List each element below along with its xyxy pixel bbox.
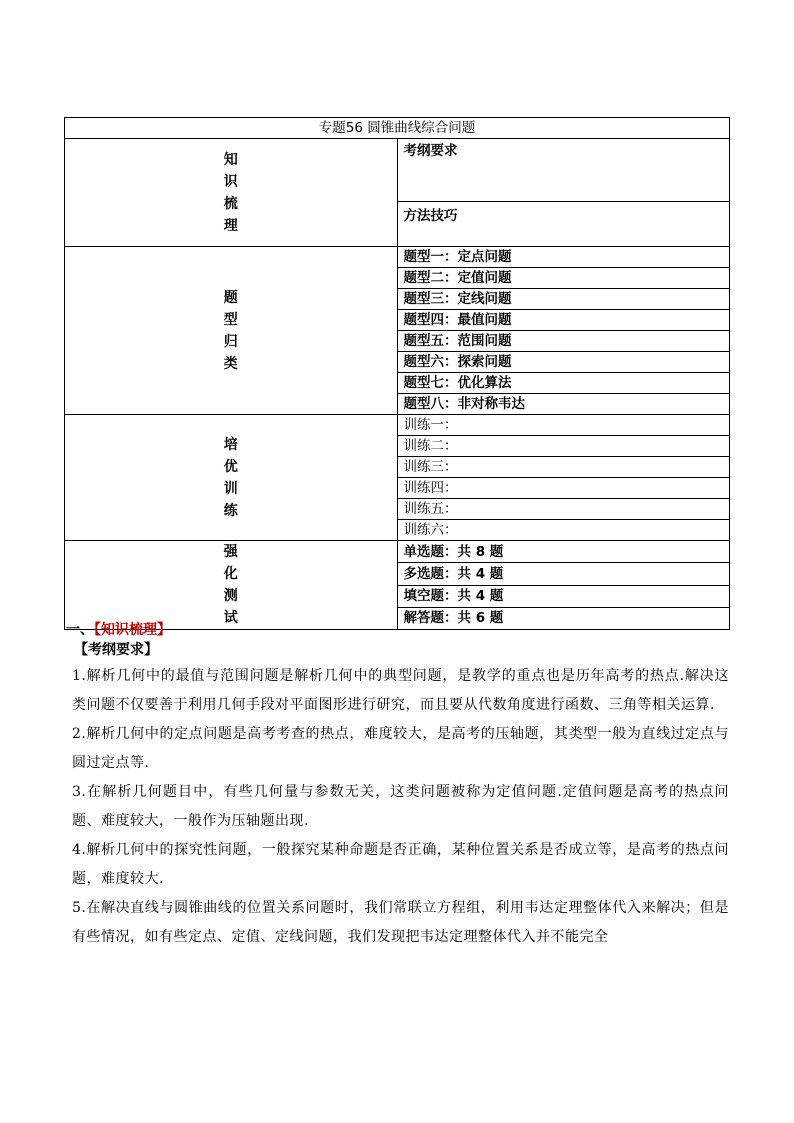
knowledge-row: 考纲要求 — [397, 139, 730, 202]
paragraph: 5.在解决直线与圆锥曲线的位置关系问题时，我们常联立方程组，利用韦达定理整体代入来解决；但是有些情况，如有些定点、定值、定线问题，我们发现把韦达定理整体代入并不能完全 — [72, 900, 729, 945]
knowledge-row: 方法技巧 — [397, 202, 730, 247]
section-prefix: 一、 — [66, 622, 94, 638]
type-row: 题型八：非对称韦达 — [397, 394, 730, 415]
body-text — [72, 662, 729, 952]
outline-table — [64, 117, 730, 630]
test-row: 填空题：共 4 题 — [397, 585, 730, 607]
training-row: 训练一： — [397, 415, 730, 436]
type-row: 题型四：最值问题 — [397, 310, 730, 331]
training-row: 训练三： — [397, 457, 730, 478]
type-row: 题型七：优化算法 — [397, 373, 730, 394]
test-row: 多选题：共 4 题 — [397, 563, 730, 585]
section-title: 【知识梳理】 — [94, 622, 171, 638]
training-row: 训练六： — [397, 520, 730, 541]
type-row: 题型五：范围问题 — [397, 331, 730, 352]
paragraph: 3.在解析几何题目中，有些几何量与参数无关，这类问题被称为定值问题.定值问题是高考的热点问题、难度较大，一般作为压轴题出现. — [72, 784, 729, 829]
side-label-types: 题 型 归 类 — [65, 247, 398, 415]
training-row: 训练二： — [397, 436, 730, 457]
paragraph: 2.解析几何中的定点问题是高考考查的热点，难度较大，是高考的压轴题，其类型一般为直线过定点与圆过定点等. — [72, 726, 729, 771]
section-heading — [66, 620, 171, 640]
outline-title: 专题56 圆锥曲线综合问题 — [65, 118, 730, 139]
side-label-training: 培 优 训 练 — [65, 415, 398, 541]
test-row: 解答题：共 6 题 — [397, 607, 730, 629]
side-label-knowledge: 知 识 梳 理 — [65, 139, 398, 247]
type-row: 题型三：定线问题 — [397, 289, 730, 310]
subsection-heading: 【考纲要求】 — [74, 642, 158, 658]
side-label-test: 强 化 测 试 — [65, 541, 398, 630]
test-row: 单选题：共 8 题 — [397, 541, 730, 563]
type-row: 题型六：探索问题 — [397, 352, 730, 373]
type-row: 题型一：定点问题 — [397, 247, 730, 268]
training-row: 训练四： — [397, 478, 730, 499]
paragraph: 4.解析几何中的探究性问题，一般探究某种命题是否正确，某种位置关系是否成立等，是高考的热点问题，难度较大. — [72, 842, 729, 887]
paragraph: 1.解析几何中的最值与范围问题是解析几何中的典型问题，是教学的重点也是历年高考的热点.解决这类问题不仅要善于利用几何手段对平面图形进行研究，而且要从代数角度进行函数、三角等相关运算. — [72, 668, 729, 713]
training-row: 训练五： — [397, 499, 730, 520]
type-row: 题型二：定值问题 — [397, 268, 730, 289]
